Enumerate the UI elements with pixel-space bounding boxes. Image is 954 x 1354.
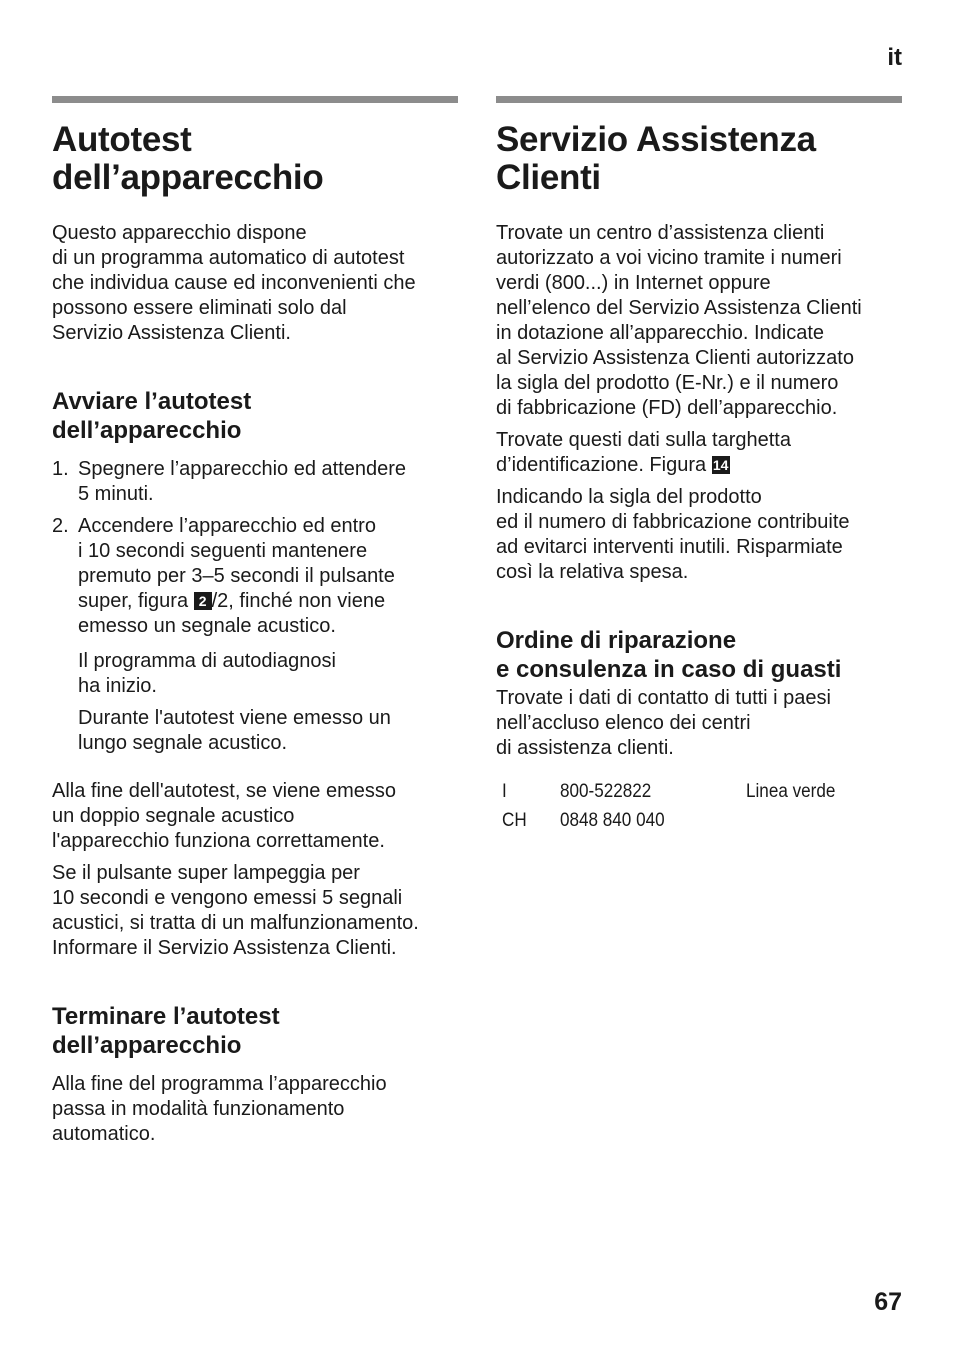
section-rule [52,96,458,103]
start-autotest-heading: Avviare l’autotest dell’apparecchio [52,388,252,444]
contact-country: I [502,781,507,802]
contact-note [746,806,835,835]
product-number-paragraph: Indicando la sigla del prodotto ed il numero di fabbricazione contribuite ad evitarci interventi inutili. Risparmiate così la relativa spesa. [496,486,850,583]
table-row [502,777,845,806]
contacts-table [502,777,845,835]
section-rule [496,96,902,103]
figure-reference-badge: 2 [194,592,212,610]
step-1: 1. Spegnere l’apparecchio ed attendere 5 minuti. [52,458,407,505]
contact-note: Linea verde [746,781,836,802]
contact-number: 800-522822 [560,781,652,802]
contact-country: CH [502,810,527,831]
step-2: 2. Accendere l’apparecchio ed entro i 10 secondi seguenti mantenere premuto per 3–5 secondi il pulsante super, figura 2 /2, finché non viene emesso un segnale acustico. [52,515,395,637]
start-autotest-steps [52,457,458,639]
right-column [496,96,902,835]
customer-service-title: Servizio Assistenza Clienti [496,120,816,197]
autotest-success-paragraph: Alla fine dell'autotest, se viene emesso un doppio segnale acustico l'apparecchio funziona correttamente. [52,780,397,852]
rating-plate-paragraph: Trovate questi dati sulla targhetta d’identificazione. Figura 14 [496,429,791,476]
page-number: 67 [874,1288,902,1316]
autotest-title: Autotest dell’apparecchio [52,120,324,197]
step-result-start: Il programma di autodiagnosi ha inizio. [78,650,336,697]
table-row [502,806,845,835]
end-autotest-heading: Terminare l’autotest dell’apparecchio [52,1003,280,1059]
autotest-fault-paragraph: Se il pulsante super lampeggia per 10 secondi e vengono emessi 5 segnali acustici, si tratta di un malfunzionamento. Informare il Servizio Assistenza Clienti. [52,862,419,959]
left-column [52,96,458,1154]
repair-order-heading: Ordine di riparazione e consulenza in caso di guasti [496,627,842,683]
end-autotest-paragraph: Alla fine del programma l’apparecchio passa in modalità funzionamento automatico. [52,1073,387,1145]
step-result-signal: Durante l'autotest viene emesso un lungo segnale acustico. [78,707,391,754]
autotest-intro: Questo apparecchio dispone di un programma automatico di autotest che individua cause ed inconvenienti che possono essere eliminati solo dal Servizio Assistenza Clienti. [52,222,416,344]
figure-reference-badge: 14 [712,457,729,473]
contact-number: 0848 840 040 [560,810,665,831]
repair-order-paragraph: Trovate i dati di contatto di tutti i paesi nell’accluso elenco dei centri di assistenza clienti. [496,687,831,759]
language-code: it [887,44,902,71]
customer-service-intro: Trovate un centro d’assistenza clienti autorizzato a voi vicino tramite i numeri verdi (800...) in Internet oppure nell’elenco del Servizio Assistenza Clienti in dotazione all’apparecchio. Indicate al Servizio Assistenza Clienti autorizzato la sigla del prodotto (E-Nr.) e il numero di fabbricazione (FD) dell’apparecchio. [496,222,862,419]
